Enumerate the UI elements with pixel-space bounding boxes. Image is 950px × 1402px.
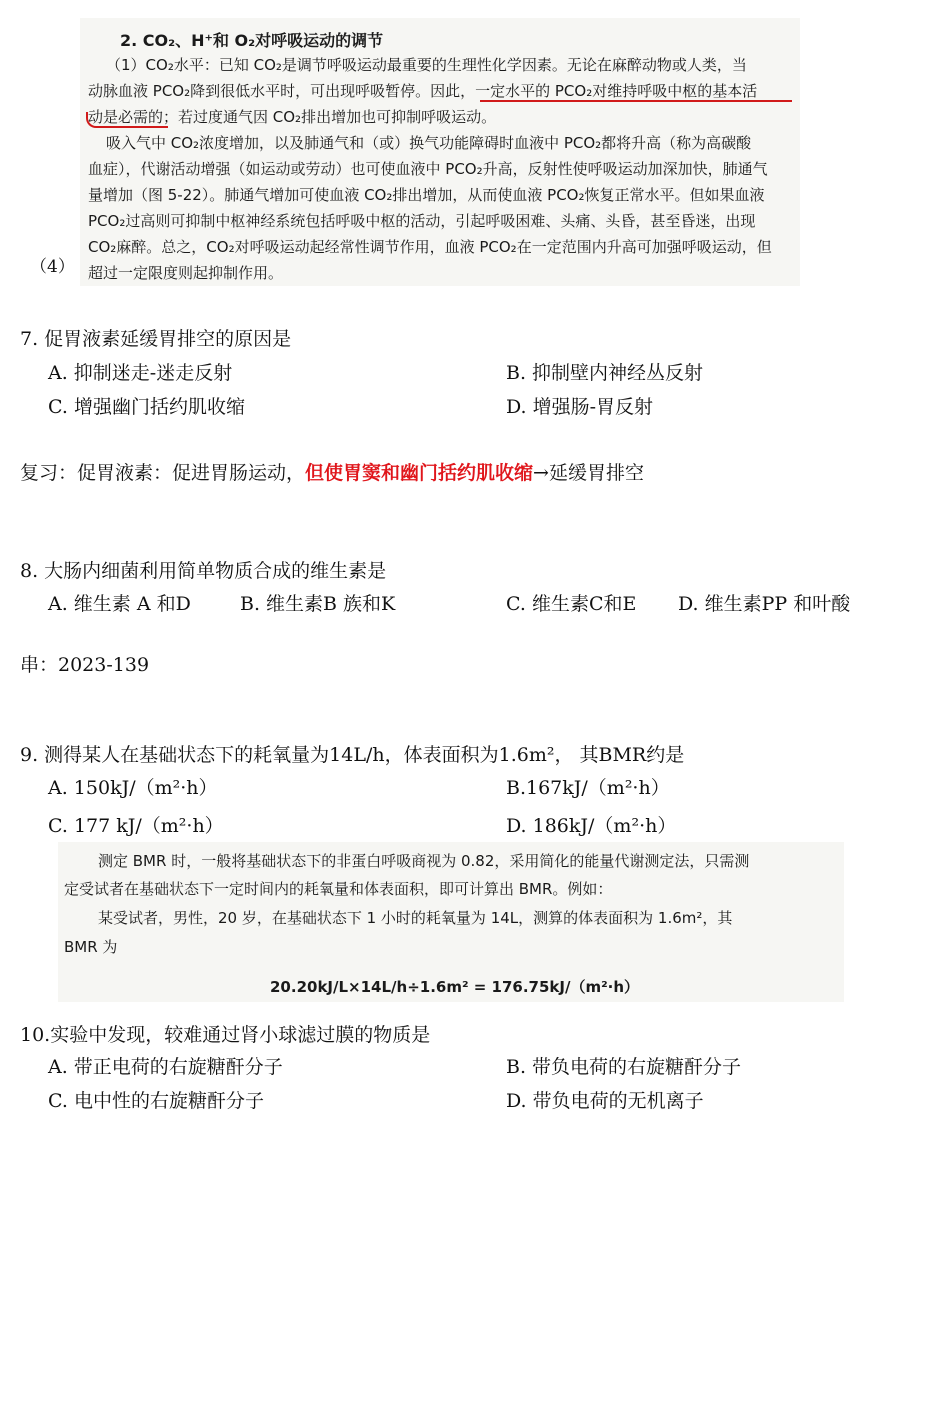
excerpt-heading: 2. CO₂、H⁺和 O₂对呼吸运动的调节 — [120, 31, 384, 50]
question-9-stem: 9. 测得某人在基础状态下的耗氧量为14L/h，体表面积为1.6m²， 其BMR约是 — [20, 744, 685, 766]
excerpt-line: 定受试者在基础状态下一定时间内的耗氧量和体表面积，即可计算出 BMR。例如： — [64, 880, 613, 898]
excerpt-line: （1）CO₂水平：已知 CO₂是调节呼吸运动最重要的生理性化学因素。无论在麻醉动物或人类，当 — [106, 56, 747, 74]
question-8-stem: 8. 大肠内细菌利用简单物质合成的维生素是 — [20, 560, 387, 582]
review-note — [20, 458, 644, 485]
excerpt-line: 吸入气中 CO₂浓度增加，以及肺通气和（或）换气功能障碍时血液中 PCO₂都将升高（称为高碳酸 — [106, 134, 752, 152]
excerpt-line: PCO₂过高则可抑制中枢神经系统包括呼吸中枢的活动，引起呼吸困难、头痛、头昏，甚至昏迷，出现 — [88, 212, 756, 230]
question-8-option-c: C. 维生素C和E — [506, 593, 637, 615]
review-highlight: 但使胃窦和幽门括约肌收缩 — [305, 462, 534, 484]
bmr-formula: 20.20kJ/L×14L/h÷1.6m² = 176.75kJ/（m²·h） — [270, 978, 640, 996]
excerpt-line: CO₂麻醉。总之，CO₂对呼吸运动起经常性调节作用，血液 PCO₂在一定范围内升高可加强呼吸运动，但 — [88, 238, 772, 256]
textbook-excerpt-respiration — [80, 18, 800, 286]
question-9-option-a: A. 150kJ/（m²·h） — [48, 777, 218, 799]
question-7-option-b: B. 抑制壁内神经丛反射 — [506, 362, 704, 384]
question-7-option-d: D. 增强肠-胃反射 — [506, 396, 654, 418]
excerpt-line: 量增加（图 5-22）。肺通气增加可使血液 CO₂排出增加，从而使血液 PCO₂恢复正常水平。但如果血液 — [88, 186, 765, 204]
excerpt-line: 动是必需的；若过度通气因 CO₂排出增加也可抑制呼吸运动。 — [88, 108, 497, 126]
question-7-stem: 7. 促胃液素延缓胃排空的原因是 — [20, 328, 292, 350]
question-9-option-d: D. 186kJ/（m²·h） — [506, 815, 677, 837]
cross-reference-note: 串：2023-139 — [20, 654, 150, 676]
question-10-stem: 10.实验中发现，较难通过肾小球滤过膜的物质是 — [20, 1024, 431, 1046]
question-10-option-b: B. 带负电荷的右旋糖酐分子 — [506, 1056, 742, 1078]
excerpt-line: 血症），代谢活动增强（如运动或劳动）也可使血液中 PCO₂升高，反射性使呼吸运动加深加快，肺通气 — [88, 160, 768, 178]
question-10-option-c: C. 电中性的右旋糖酐分子 — [48, 1090, 264, 1112]
question-10-option-d: D. 带负电荷的无机离子 — [506, 1090, 704, 1112]
question-9-option-c: C. 177 kJ/（m²·h） — [48, 815, 224, 837]
question-7-option-a: A. 抑制迷走-迷走反射 — [48, 362, 233, 384]
excerpt-label: （4） — [30, 257, 75, 277]
question-8-option-d: D. 维生素PP 和叶酸 — [678, 593, 851, 615]
excerpt-line: BMR 为 — [64, 938, 118, 956]
excerpt-line: 超过一定限度则起抑制作用。 — [88, 264, 284, 282]
question-8-option-a: A. 维生素 A 和D — [48, 593, 191, 615]
excerpt-line: 某受试者，男性，20 岁，在基础状态下 1 小时的耗氧量为 14L，测算的体表面积为 1.6m²，其 — [98, 909, 733, 927]
textbook-excerpt-bmr — [58, 842, 844, 1002]
red-underline — [480, 100, 792, 102]
excerpt-line: 动脉血液 PCO₂降到很低水平时，可出现呼吸暂停。因此，一定水平的 PCO₂对维持呼吸中枢的基本活 — [88, 82, 758, 100]
red-underline-curve — [86, 112, 168, 128]
excerpt-line: 测定 BMR 时，一般将基础状态下的非蛋白呼吸商视为 0.82，采用简化的能量代谢测定法，只需测 — [98, 852, 750, 870]
question-7-option-c: C. 增强幽门括约肌收缩 — [48, 396, 245, 418]
question-10-option-a: A. 带正电荷的右旋糖酐分子 — [48, 1056, 283, 1078]
review-prefix: 复习：促胃液素：促进胃肠运动， — [20, 462, 306, 484]
review-suffix: →延缓胃排空 — [533, 462, 644, 484]
question-9-option-b: B.167kJ/（m²·h） — [506, 777, 670, 799]
question-8-option-b: B. 维生素B 族和K — [240, 593, 396, 615]
